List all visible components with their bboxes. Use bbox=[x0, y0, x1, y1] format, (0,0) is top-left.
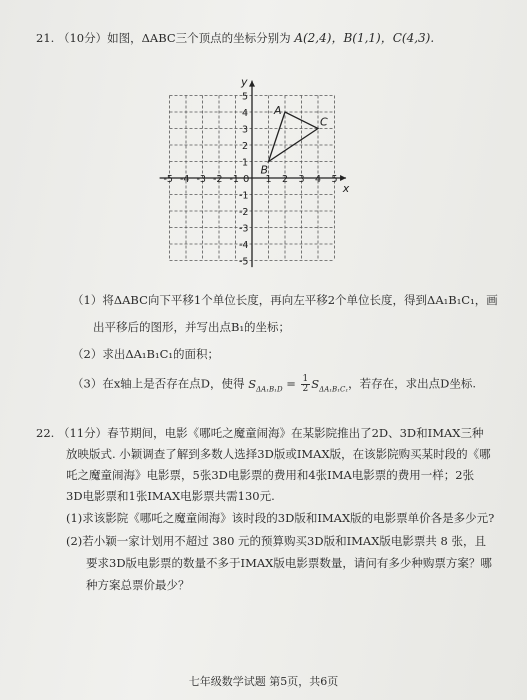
x-tick-label: 2 bbox=[282, 174, 289, 185]
q22-sub2-line3: 种方案总票价最少？ bbox=[86, 578, 190, 592]
q21-part3 bbox=[72, 375, 476, 397]
q21-coords: A(2,4)，B(1,1)，C(4,3). bbox=[294, 31, 435, 45]
x-tick-label: -5 bbox=[163, 174, 173, 185]
y-axis-arrow bbox=[249, 81, 255, 87]
triangle-outline bbox=[269, 112, 319, 162]
x-tick-label: -3 bbox=[196, 174, 206, 185]
x-axis-label: x bbox=[342, 182, 350, 195]
y-tick-label: -1 bbox=[239, 190, 249, 202]
x-tick-label: 1 bbox=[265, 174, 272, 185]
y-tick-label: -3 bbox=[239, 223, 249, 235]
y-tick-label: -5 bbox=[239, 256, 249, 268]
x-tick-label: -4 bbox=[180, 174, 190, 185]
point-label-b: B bbox=[260, 163, 269, 177]
y-tick-label: -2 bbox=[239, 207, 249, 218]
y-tick-label: 2 bbox=[242, 141, 249, 152]
q22-sub1: (1)求该影院《哪吒之魔童闹海》该时段的3D版和IMAX版的电影票单价各是多少元? bbox=[66, 511, 495, 525]
q22-sub2-line2: 要求3D版电影票的数量不多于IMAX版电影票数量，请问有多少种购票方案？哪 bbox=[86, 556, 492, 570]
q22-line3: 吒之魔童闹海》电影票，5张3D电影票的费用和4张IMA电影票的费用一样；2张 bbox=[66, 468, 475, 482]
x-tick-label: -2 bbox=[213, 174, 223, 185]
q22-sub2-line1: (2)若小颖一家计划用不超过 380 元的预算购买3D版和IMAX版电影票共 8 张，且 bbox=[66, 534, 487, 548]
x-tick-label: 3 bbox=[298, 174, 305, 185]
q21-header bbox=[36, 30, 434, 46]
area-lhs: $S_{\Delta A_1B_1D}$ bbox=[248, 376, 283, 393]
area-rhs: $S_{\Delta A_1B_1C_1}$ bbox=[311, 376, 349, 393]
q21-part2: （2）求出ΔA₁B₁C₁的面积； bbox=[72, 347, 220, 361]
y-tick-label: 5 bbox=[242, 91, 249, 103]
point-label-a: A bbox=[274, 104, 282, 117]
q21-intro: 如图，ΔABC三个顶点的坐标分别为 bbox=[107, 31, 291, 45]
coordinate-grid bbox=[140, 68, 400, 283]
equals-sign: = bbox=[282, 376, 300, 391]
x-tick-label: 4 bbox=[315, 174, 322, 185]
x-tick-label: 5 bbox=[331, 174, 338, 185]
q22-line1: 22. （11分）春节期间，电影《哪吒之魔童闹海》在某影院推出了2D、3D和IMAX三种 bbox=[36, 426, 484, 440]
page-footer: 七年级数学试题 第5页，共6页 bbox=[188, 675, 339, 688]
fraction-half: $\frac{1}{2}$ bbox=[302, 374, 309, 394]
axes bbox=[160, 76, 350, 268]
x-axis-arrow bbox=[340, 175, 346, 181]
q21-score: （10分） bbox=[57, 31, 108, 45]
q21-part3-text-b: ，若存在，求出点D坐标. bbox=[348, 376, 477, 391]
point-label-c: C bbox=[320, 115, 328, 129]
q22-line2: 放映版式. 小颖调查了解到多数人选择3D版或IMAX版，在该影院购买某时段的《哪 bbox=[66, 447, 491, 461]
origin-label: 0 bbox=[243, 174, 250, 185]
q21-part1-line2: 出平移后的图形，并写出点B₁的坐标； bbox=[93, 320, 291, 334]
tick-labels bbox=[164, 92, 338, 268]
y-tick-label: 4 bbox=[242, 108, 249, 119]
q21-number: 21. bbox=[36, 31, 55, 45]
q22-line4: 3D电影票和1张IMAX电影票共需130元. bbox=[66, 489, 275, 503]
x-tick-label: -1 bbox=[229, 174, 239, 185]
y-tick-label: 1 bbox=[242, 157, 249, 169]
q21-part3-text-a: （3）在x轴上是否存在点D，使得 bbox=[72, 376, 245, 391]
y-axis-label: y bbox=[241, 75, 248, 89]
q21-part1-line1: （1）将ΔABC向下平移1个单位长度，再向左平移2个单位长度，得到ΔA₁B₁C₁，画 bbox=[72, 293, 498, 307]
y-tick-label: 3 bbox=[242, 124, 249, 136]
y-tick-label: -4 bbox=[239, 240, 249, 251]
